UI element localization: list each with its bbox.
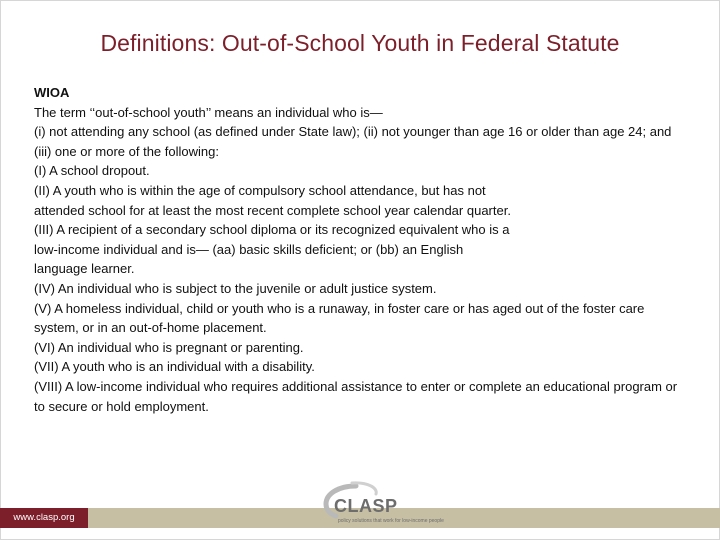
section-heading: WIOA [34,85,70,100]
definition-line: (VI) An individual who is pregnant or parenting. [34,339,304,355]
definition-line: (I) A school dropout. [34,163,150,179]
definition-line: The term ‘‘out-of-school youth’’ means an individual who is— [34,104,383,120]
definition-line: (V) A homeless individual, child or youth who is a runaway, in foster care or has aged out of the foster care system, or in an out-of-home placement. [34,300,645,336]
clasp-logo [316,480,466,530]
definition-line: (III) A recipient of a secondary school diploma or its recognized equivalent who is a [34,222,510,238]
definition-line: (IV) An individual who is subject to the juvenile or adult justice system. [34,280,437,296]
slide-title: Definitions: Out-of-School Youth in Federal Statute [100,30,620,56]
logo-wordmark: CLASP [334,496,398,516]
definition-line: (II) A youth who is within the age of compulsory school attendance, but has not [34,182,486,198]
definition-text [34,83,684,416]
definition-line: (VIII) A low-income individual who requires additional assistance to enter or complete an educational program or to secure or hold employment. [34,378,678,414]
definition-line: language learner. [34,261,135,277]
footer-url[interactable]: www.clasp.org [0,508,88,528]
definition-line: attended school for at least the most recent complete school year calendar quarter. [34,202,511,218]
definition-line: (VII) A youth who is an individual with a disability. [34,359,315,375]
definition-line: (i) not attending any school (as defined under State law); (ii) not younger than age 16 or older than age 24; and (iii) one or more of the following: [34,124,672,159]
definition-line: low-income individual and is— (aa) basic skills deficient; or (bb) an English [34,241,464,257]
logo-tagline: policy solutions that work for low-income people [338,518,444,524]
